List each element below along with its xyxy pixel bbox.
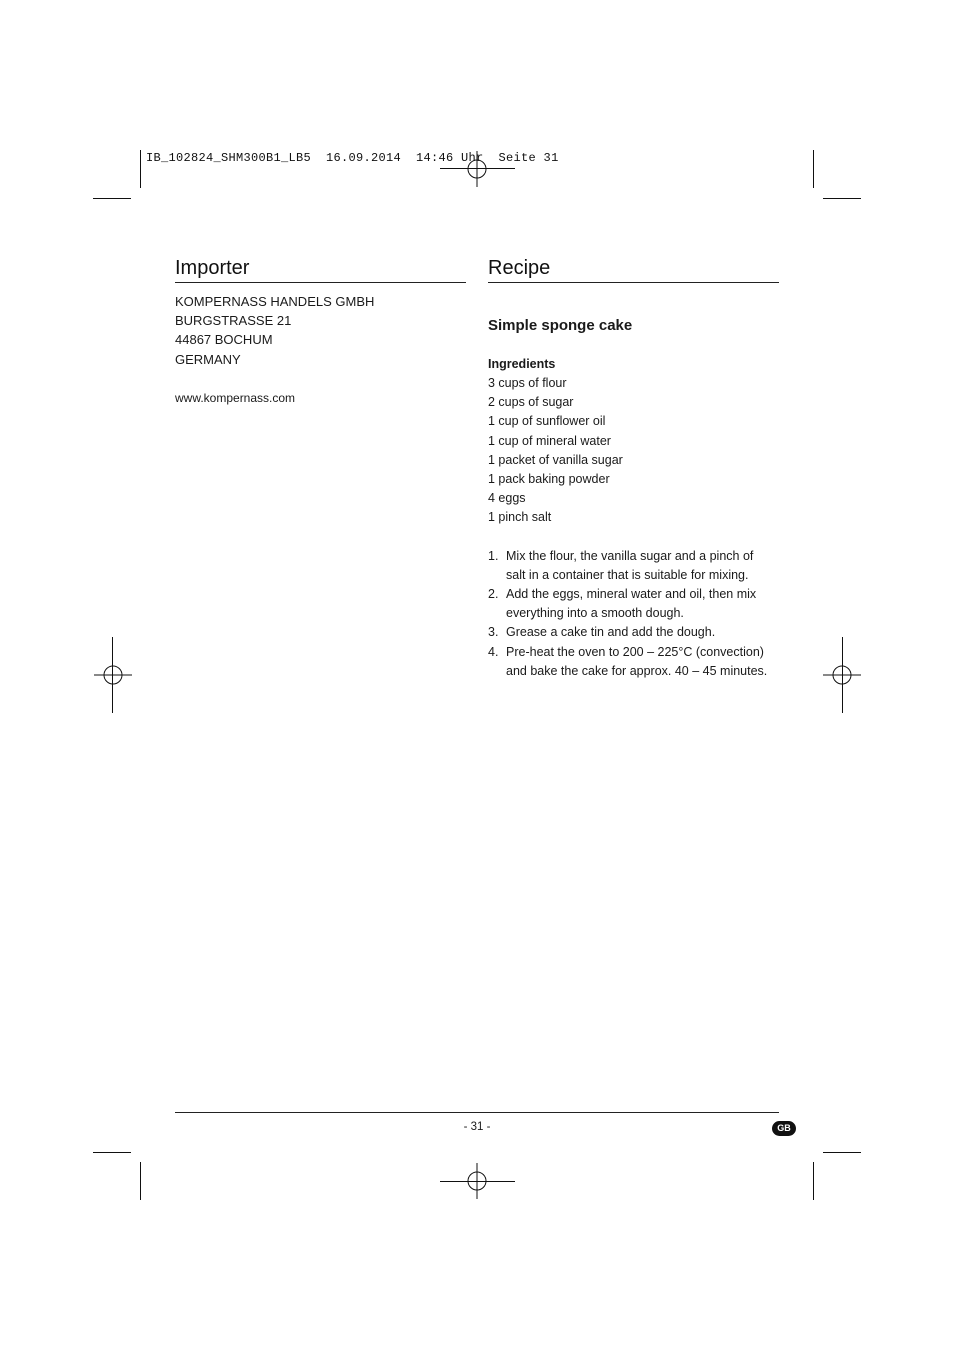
importer-address bbox=[175, 292, 466, 369]
crop-mark bbox=[813, 150, 814, 188]
step-item bbox=[488, 623, 779, 642]
print-slug-line: IB_102824_SHM300B1_LB5 16.09.2014 14:46 Uhr Seite 31 bbox=[146, 151, 559, 165]
crop-mark bbox=[823, 198, 861, 199]
step-number: 4. bbox=[488, 644, 499, 659]
registration-mark-icon bbox=[459, 1163, 495, 1199]
list-item: 3 cups of flour bbox=[488, 376, 567, 390]
address-line: BURGSTRASSE 21 bbox=[175, 313, 292, 329]
list-item: 1 cup of mineral water bbox=[488, 433, 611, 448]
crop-mark bbox=[813, 1162, 814, 1200]
crop-mark bbox=[842, 637, 843, 713]
crop-mark bbox=[140, 150, 141, 188]
instruction-steps bbox=[488, 547, 779, 681]
crop-mark bbox=[140, 1162, 141, 1200]
step-text bbox=[506, 643, 779, 681]
step-line: Add the eggs, mineral water and oil, then mix bbox=[506, 587, 757, 602]
step-line: everything into a smooth dough. bbox=[506, 606, 684, 621]
registration-mark-icon bbox=[94, 656, 132, 694]
address-line: 44867 BOCHUM bbox=[175, 332, 273, 348]
crop-mark bbox=[93, 1152, 131, 1153]
page-number: - 31 - bbox=[463, 1121, 491, 1133]
crop-mark bbox=[823, 1152, 861, 1153]
step-line: and bake the cake for approx. 40 – 45 minutes. bbox=[506, 663, 768, 678]
ingredients-list bbox=[488, 374, 779, 528]
crop-mark bbox=[93, 198, 131, 199]
language-badge: GB bbox=[772, 1121, 796, 1136]
list-item: 1 packet of vanilla sugar bbox=[488, 452, 623, 467]
crop-mark bbox=[112, 637, 113, 713]
importer-heading: Importer bbox=[175, 256, 466, 283]
step-line: Pre-heat the oven to 200 – 225°C (convection) bbox=[506, 644, 764, 659]
step-line: salt in a container that is suitable for mixing. bbox=[506, 567, 749, 582]
step-number: 1. bbox=[488, 548, 499, 563]
footer-divider bbox=[175, 1112, 779, 1113]
step-number: 3. bbox=[488, 625, 499, 640]
list-item: 1 pinch salt bbox=[488, 510, 552, 525]
recipe-subtitle: Simple sponge cake bbox=[488, 317, 633, 334]
recipe-section bbox=[488, 256, 779, 681]
step-text bbox=[506, 585, 779, 623]
list-item: 1 cup of sunflower oil bbox=[488, 414, 606, 429]
address-line: GERMANY bbox=[175, 351, 241, 367]
step-line: Mix the flour, the vanilla sugar and a pinch of bbox=[506, 548, 754, 563]
list-item: 4 eggs bbox=[488, 491, 526, 506]
step-item bbox=[488, 585, 779, 623]
step-text bbox=[506, 547, 779, 585]
list-item: 1 pack baking powder bbox=[488, 472, 610, 487]
step-text bbox=[506, 623, 779, 642]
importer-section bbox=[175, 256, 466, 408]
recipe-heading: Recipe bbox=[488, 256, 779, 283]
step-item bbox=[488, 643, 779, 681]
address-line: KOMPERNASS HANDELS GMBH bbox=[175, 294, 375, 309]
step-line: Grease a cake tin and add the dough. bbox=[506, 625, 716, 640]
list-item: 2 cups of sugar bbox=[488, 395, 574, 410]
ingredients-heading: Ingredients bbox=[488, 357, 556, 371]
step-item bbox=[488, 547, 779, 585]
step-number: 2. bbox=[488, 587, 499, 602]
importer-website: www.kompernass.com bbox=[175, 390, 296, 405]
